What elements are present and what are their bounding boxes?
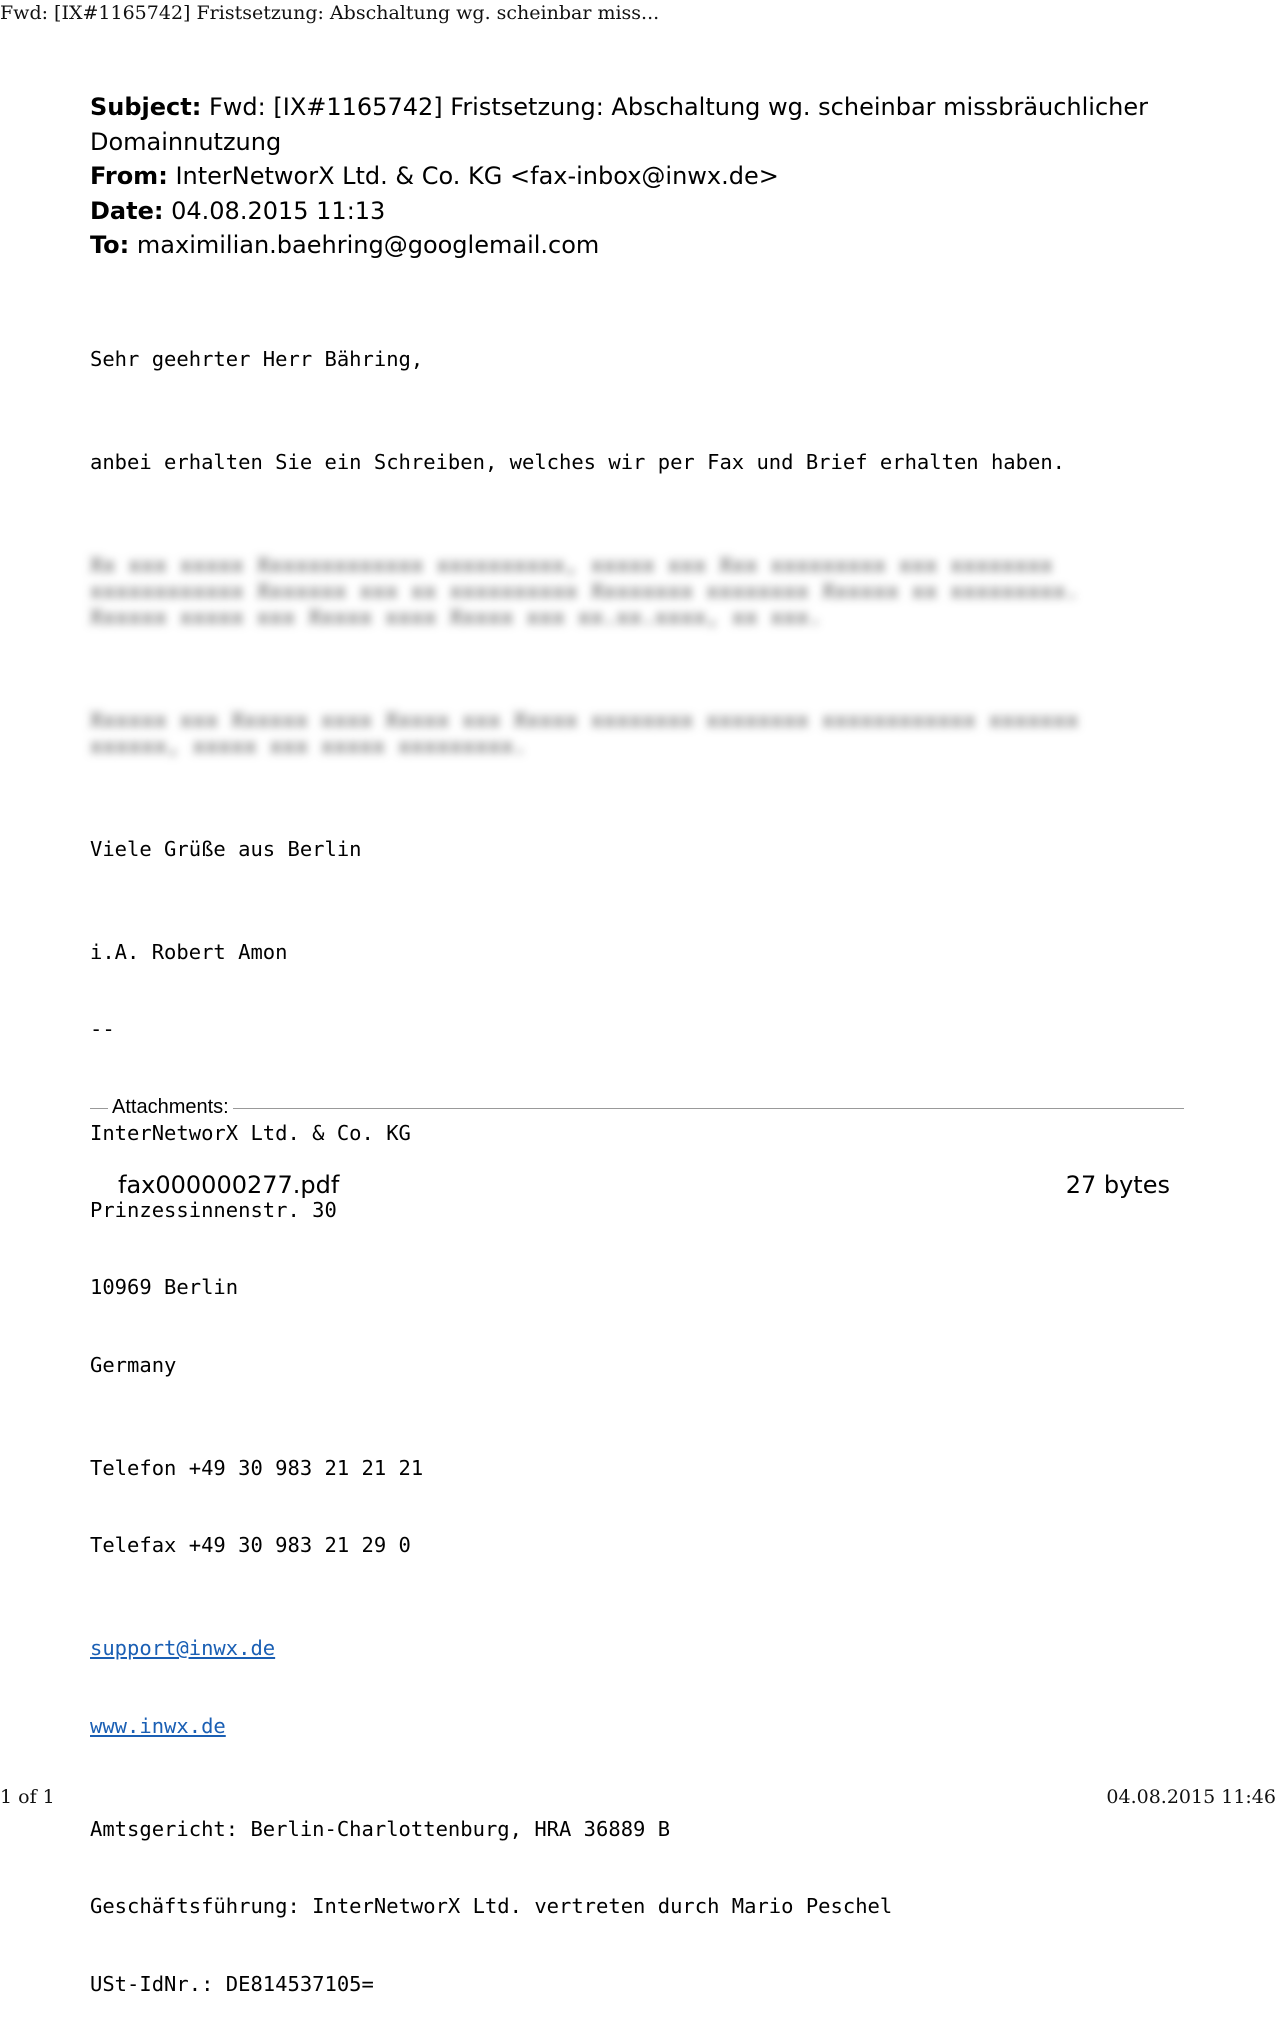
attachments-legend: Attachments: bbox=[108, 1096, 233, 1119]
date-label: Date: bbox=[90, 196, 164, 225]
support-email-link[interactable]: support@inwx.de bbox=[90, 1636, 276, 1661]
page-number: 1 of 1 bbox=[0, 1786, 55, 1808]
fax-number: Telefax +49 30 983 21 29 0 bbox=[90, 1533, 411, 1558]
company-country: Germany bbox=[90, 1352, 177, 1377]
date-value: 04.08.2015 11:13 bbox=[171, 196, 386, 225]
website-link[interactable]: www.inwx.de bbox=[90, 1713, 226, 1738]
email-headers bbox=[90, 90, 1190, 263]
from-label: From: bbox=[90, 162, 168, 190]
from-line bbox=[90, 159, 1190, 194]
signature-name: i.A. Robert Amon bbox=[90, 939, 288, 964]
print-timestamp: 04.08.2015 11:46 bbox=[1106, 1786, 1276, 1808]
redacted-paragraph-1: Xx xxx xxxxx Xxxxxxxxxxxxx xxxxxxxxxx, xxxxx xxx Xxx xxxxxxxxx xxx xxxxxxxx xxxxxxxxxxxx Xxxxxxx xxx xx xxxxxxxxxx Xxxxxxxx xxxxxxxx Xxxxxx xx xxxxxxxxx. Xxxxxx xxxxx xxx Xxxxx xxxx Xxxxx xxx xx.xx.xxxx, xx xxx. bbox=[90, 552, 1079, 629]
court-registration: Amtsgericht: Berlin-Charlottenburg, HRA 36889 B bbox=[90, 1817, 671, 1842]
greeting: Sehr geehrter Herr Bähring, bbox=[90, 346, 424, 371]
management-info: Geschäftsführung: InterNetworX Ltd. vertreten durch Mario Peschel bbox=[90, 1894, 893, 1919]
company-name: InterNetworX Ltd. & Co. KG bbox=[90, 1120, 411, 1145]
signature-separator: -- bbox=[90, 1017, 115, 1042]
subject-line bbox=[90, 90, 1190, 159]
subject-value: Fwd: [IX#1165742] Fristsetzung: Abschaltung wg. scheinbar missbräuchlicher Domainnutzung bbox=[90, 93, 1149, 156]
attachment-size: 27 bytes bbox=[1065, 1171, 1170, 1199]
redacted-paragraph-2: Xxxxxx xxx Xxxxxx xxxx Xxxxx xxx Xxxxx xxxxxxxx xxxxxxxx xxxxxxxxxxxx xxxxxxx xxxxxx, xxxxx xxx xxxxx xxxxxxxxx. bbox=[90, 707, 1079, 758]
phone-number: Telefon +49 30 983 21 21 21 bbox=[90, 1455, 424, 1480]
to-line bbox=[90, 228, 1190, 263]
subject-label: Subject: bbox=[90, 93, 202, 121]
to-label: To: bbox=[90, 231, 130, 259]
attachment-filename[interactable]: fax000000277.pdf bbox=[118, 1171, 340, 1199]
from-value: InterNetworX Ltd. & Co. KG <fax-inbox@inwx.de> bbox=[175, 162, 779, 190]
page-header-title: Fwd: [IX#1165742] Fristsetzung: Abschaltung wg. scheinbar miss... bbox=[0, 2, 660, 24]
date-line bbox=[90, 194, 1190, 229]
closing: Viele Grüße aus Berlin bbox=[90, 836, 362, 861]
intro-text: anbei erhalten Sie ein Schreiben, welches wir per Fax und Brief erhalten haben. bbox=[90, 449, 1066, 474]
attachments-section bbox=[90, 1096, 1184, 1209]
vat-id: USt-IdNr.: DE814537105= bbox=[90, 1971, 374, 1996]
company-city: 10969 Berlin bbox=[90, 1275, 239, 1300]
to-value: maximilian.baehring@googlemail.com bbox=[136, 231, 600, 259]
company-street: Prinzessinnenstr. 30 bbox=[90, 1197, 337, 1222]
